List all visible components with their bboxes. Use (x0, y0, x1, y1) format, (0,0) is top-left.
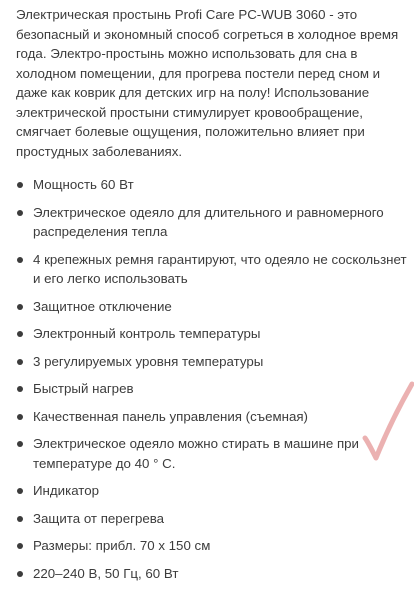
feature-item (16, 536, 408, 556)
checkmark-icon (362, 378, 414, 466)
feature-text: 4 крепежных ремня гарантируют, что одеяло не соскользнет и его легко использовать (33, 251, 407, 286)
bullet-dot-icon (17, 182, 23, 188)
bullet-dot-icon (17, 571, 23, 577)
bullet-dot-icon (17, 210, 23, 216)
feature-item (16, 297, 408, 317)
feature-item (16, 250, 408, 289)
feature-item (16, 379, 408, 399)
feature-text: Защитное отключение (33, 298, 172, 314)
product-description (16, 0, 408, 581)
bullet-dot-icon (17, 441, 23, 447)
feature-text: 220–240 В, 50 Гц, 60 Вт (33, 565, 179, 581)
bullet-dot-icon (17, 304, 23, 310)
feature-text: Электрическое одеяло для длительного и равномерного распределения тепла (33, 204, 384, 239)
feature-text: Электронный контроль температуры (33, 326, 261, 341)
feature-text: Мощность 60 Вт (33, 177, 134, 192)
bullet-dot-icon (17, 488, 23, 494)
feature-text: Размеры: прибл. 70 x 150 см (33, 538, 211, 553)
bullet-dot-icon (17, 543, 23, 549)
feature-item (16, 203, 408, 242)
feature-item (16, 509, 408, 529)
bullet-dot-icon (17, 414, 23, 420)
bullet-dot-icon (17, 257, 23, 263)
description-paragraph: Электрическая простынь Profi Care PC-WUB 3060 - это безопасный и экономный способ согреться в холодное время года. Электро-простынь можно использовать для сна в холодном помещении, для прогрева постели перед сном и даже как коврик для детских игр на полу! Использование электрической простыни стимулирует кровообращение, смягчает болевые ощущения, положительно влияет при простудных заболеваниях. (16, 7, 399, 159)
feature-item (16, 175, 408, 195)
feature-item (16, 434, 408, 473)
feature-list (16, 175, 408, 591)
feature-item (16, 564, 408, 584)
feature-text: 3 регулируемых уровня температуры (33, 353, 264, 369)
bullet-dot-icon (17, 516, 23, 522)
feature-item (16, 352, 408, 372)
feature-text: Качественная панель управления (съемная) (33, 408, 308, 424)
feature-item (16, 407, 408, 427)
feature-text: Защита от перегрева (33, 510, 165, 526)
feature-item (16, 481, 408, 501)
bullet-dot-icon (17, 359, 23, 365)
bullet-dot-icon (17, 386, 23, 392)
bullet-dot-icon (17, 331, 23, 337)
feature-item (16, 324, 408, 344)
feature-text: Быстрый нагрев (33, 381, 134, 396)
feature-text: Электрическое одеяло можно стирать в машине при температуре до 40 ° С. (33, 436, 359, 471)
feature-text: Индикатор (33, 483, 100, 498)
